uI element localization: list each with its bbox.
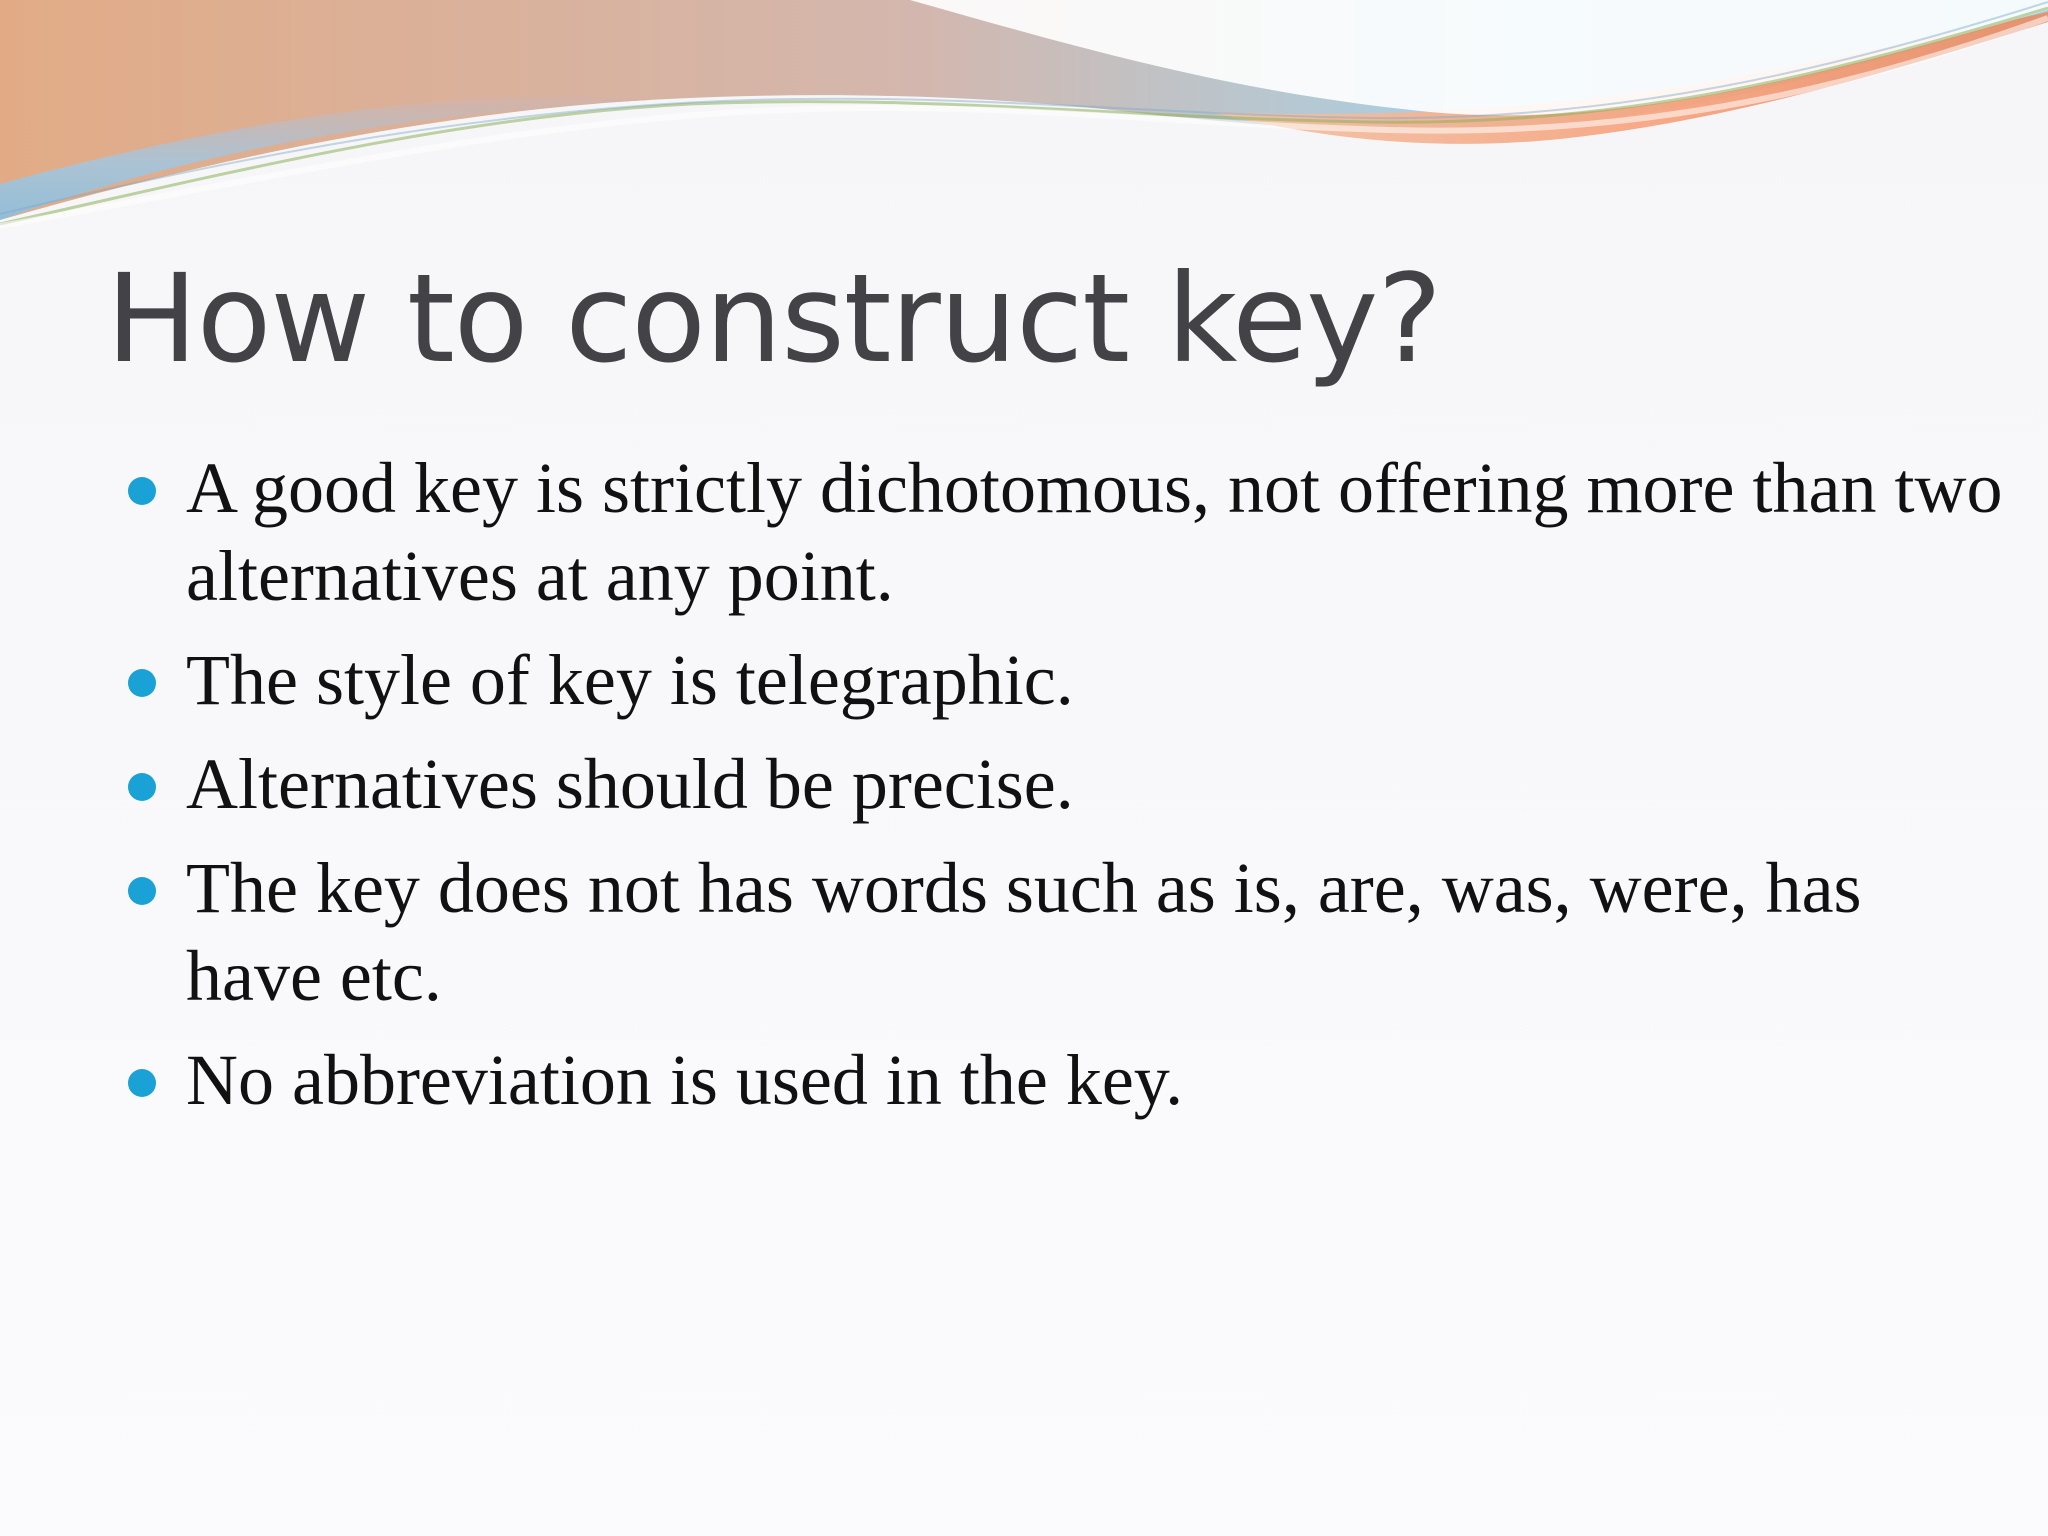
bullet-text-1: A good key is strictly dichotomous, not offering more than two alternatives at any point. xyxy=(186,448,2003,616)
slide-title: How to construct key? xyxy=(106,248,1442,390)
bullet-text-3: Alternatives should be precise. xyxy=(186,744,1074,824)
bullet-item-1 xyxy=(128,444,2008,620)
bullet-dot-icon xyxy=(128,477,156,505)
bullet-dot-icon xyxy=(128,1069,156,1097)
bullet-dot-icon xyxy=(128,669,156,697)
bullet-dot-icon xyxy=(128,877,156,905)
bullet-item-5 xyxy=(128,1036,2008,1124)
decorative-wave-header xyxy=(0,0,2048,260)
bullet-item-4 xyxy=(128,844,2008,1020)
bullet-text-2: The style of key is telegraphic. xyxy=(186,640,1074,720)
bullet-item-2 xyxy=(128,636,2008,724)
bullet-dot-icon xyxy=(128,773,156,801)
bullet-item-3 xyxy=(128,740,2008,828)
bullet-list xyxy=(128,444,2008,1140)
bullet-text-5: No abbreviation is used in the key. xyxy=(186,1040,1184,1120)
bullet-text-4: The key does not has words such as is, are, was, were, has have etc. xyxy=(186,848,1862,1016)
